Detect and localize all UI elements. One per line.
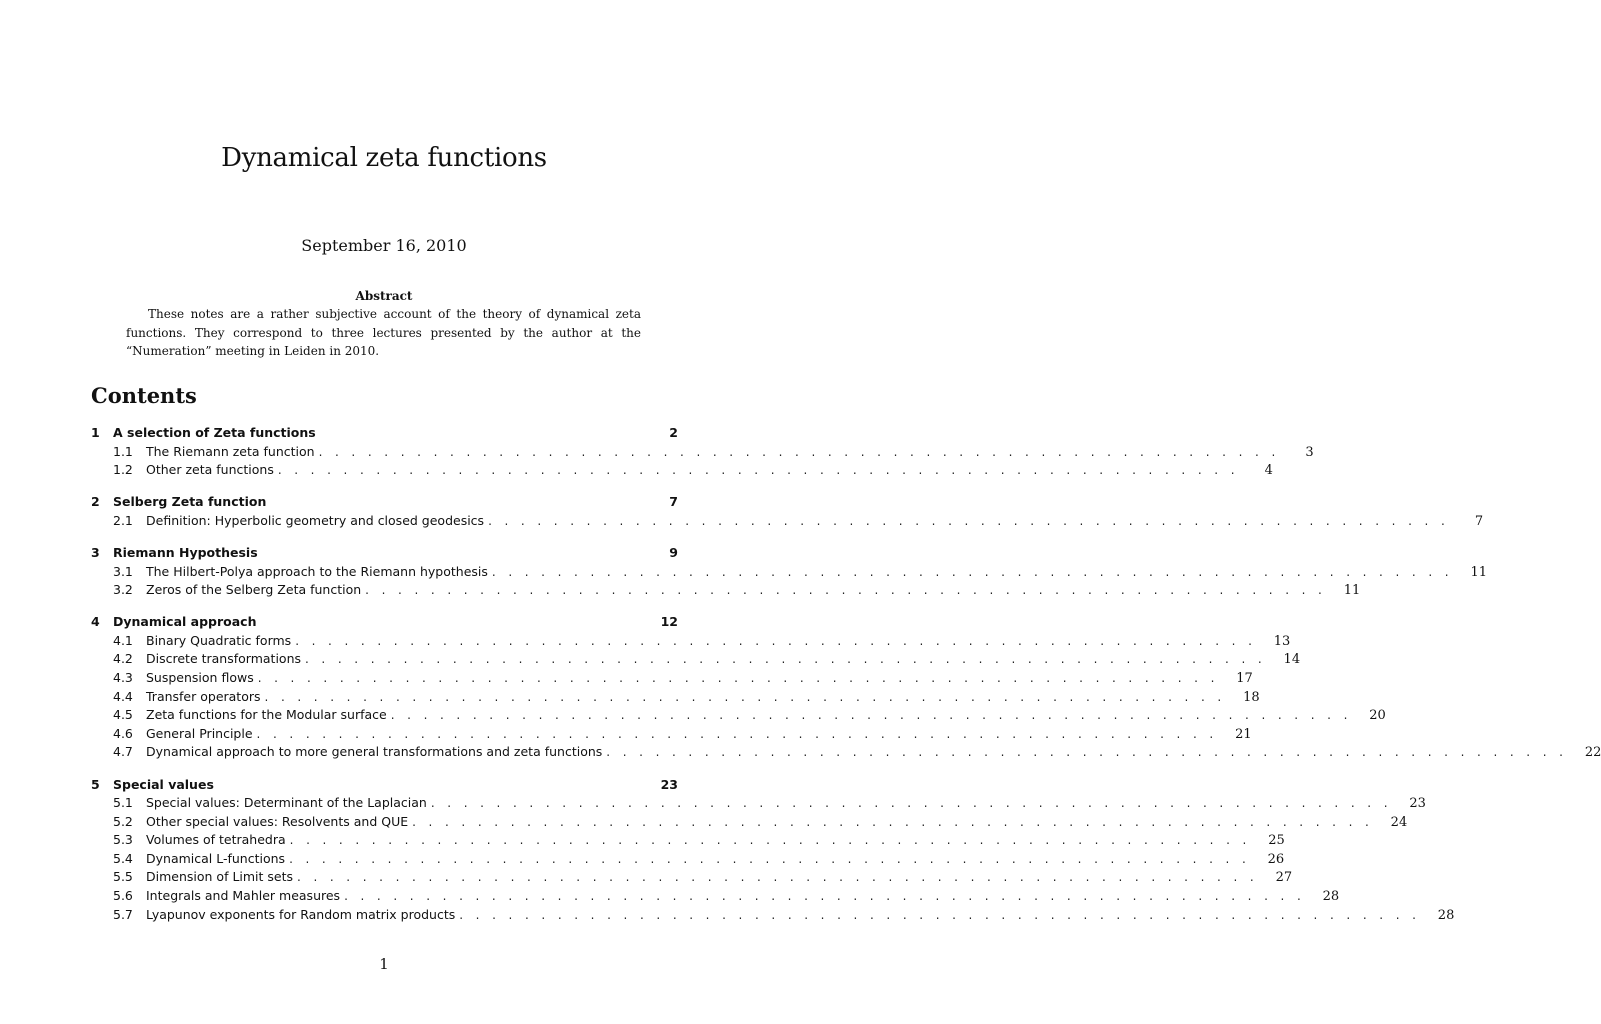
toc-subsection[interactable] [91, 744, 1601, 763]
toc-leader-dots: . . . . . . . . . . . . . . . . . . . . . . . . . . . . . . . . . . . . . . . . . . . . . . . . . . . . . . . . . . . [606, 745, 1568, 760]
toc-leader-dots: . . . . . . . . . . . . . . . . . . . . . . . . . . . . . . . . . . . . . . . . . . . . . . . . . . . . . . . . . . . [305, 652, 1267, 667]
toc-subsection-title: Integrals and Mahler measures [146, 888, 341, 904]
toc-leader-dots: . . . . . . . . . . . . . . . . . . . . . . . . . . . . . . . . . . . . . . . . . . . . . . . . . . . . . . . . . . . [318, 444, 1280, 459]
document-title: Dynamical zeta functions [221, 143, 547, 173]
toc-subsection-title: Dynamical L-functions [146, 850, 286, 866]
toc-subsection-page: 17 [1236, 671, 1253, 687]
toc-section-number: 1 [91, 425, 100, 440]
toc-leader-dots: . . . . . . . . . . . . . . . . . . . . . . . . . . . . . . . . . . . . . . . . . . . . . . . . . . . . . . . . . . . [264, 689, 1226, 704]
toc-subsection-title: Lyapunov exponents for Random matrix products [146, 906, 456, 922]
toc-subsection-page: 11 [1343, 583, 1361, 599]
toc-section[interactable] [91, 614, 678, 633]
toc-subsection[interactable] [91, 832, 1285, 851]
toc-leader-dots: . . . . . . . . . . . . . . . . . . . . . . . . . . . . . . . . . . . . . . . . . . . . . . . . . . . . . . . . . . . [430, 796, 1392, 811]
toc-leader-dots: . . . . . . . . . . . . . . . . . . . . . . . . . . . . . . . . . . . . . . . . . . . . . . . . . . . . . . . . . . . [256, 726, 1218, 741]
toc-subsection-page: 22 [1584, 745, 1601, 761]
toc-section-page: 2 [669, 425, 678, 440]
toc-subsection-page: 3 [1305, 444, 1314, 460]
toc-section[interactable] [91, 425, 678, 444]
toc-section[interactable] [91, 777, 678, 796]
toc-subsection-title: Dimension of Limit sets [146, 869, 294, 885]
toc-subsection-number: 1.1 [113, 443, 133, 459]
toc-section-title: Special values [113, 776, 214, 792]
toc-subsection[interactable] [91, 688, 1260, 708]
toc-subsection-page: 7 [1474, 513, 1484, 529]
toc-subsection[interactable] [91, 795, 1426, 814]
toc-subsection[interactable] [91, 707, 1386, 726]
toc-leader-dots: . . . . . . . . . . . . . . . . . . . . . . . . . . . . . . . . . . . . . . . . . . . . . . . . . . . . . . . . . . . [390, 708, 1352, 723]
toc-subsection[interactable] [91, 462, 1273, 481]
toc-subsection-title: The Riemann zeta function [146, 443, 315, 459]
toc-subsection-page: 27 [1275, 870, 1293, 886]
toc-subsection-number: 5.5 [113, 869, 133, 885]
toc-leader-dots: . . . . . . . . . . . . . . . . . . . . . . . . . . . . . . . . . . . . . . . . . . . . . . . . . . . . . . . . . . . [295, 633, 1257, 648]
toc-section-page: 23 [660, 776, 678, 792]
toc-subsection-page: 18 [1243, 689, 1260, 705]
toc-subsection-number: 4.1 [113, 632, 133, 648]
toc-section-page: 7 [669, 494, 678, 510]
toc-subsection-page: 21 [1235, 726, 1252, 742]
toc-subsection-title: General Principle [146, 725, 253, 741]
toc-subsection-title: Other zeta functions [146, 462, 274, 478]
toc-subsection-number: 5.2 [113, 813, 133, 829]
toc-subsection-page: 28 [1437, 907, 1455, 923]
toc-subsection-title: Dynamical approach to more general transformations and zeta functions [146, 744, 603, 760]
toc-subsection-title: Suspension flows [146, 670, 254, 686]
toc-subsection-title: Special values: Determinant of the Laplacian [146, 795, 427, 811]
toc-subsection-page: 14 [1283, 652, 1301, 668]
toc-section-number: 5 [91, 776, 100, 792]
toc-subsection[interactable] [91, 906, 1455, 926]
toc-leader-dots: . . . . . . . . . . . . . . . . . . . . . . . . . . . . . . . . . . . . . . . . . . . . . . . . . . . . . . . . . . . [459, 907, 1421, 922]
toc-subsection-number: 5.1 [113, 795, 133, 811]
toc-section-number: 3 [91, 544, 100, 560]
toc-subsection-title: Transfer operators [146, 688, 261, 704]
toc-leader-dots: . . . . . . . . . . . . . . . . . . . . . . . . . . . . . . . . . . . . . . . . . . . . . . . . . . . . . . . . . . . [344, 889, 1306, 904]
toc-subsection-title: Definition: Hyperbolic geometry and closed geodesics [146, 512, 485, 528]
toc-subsection-number: 4.2 [113, 651, 133, 667]
toc-subsection-number: 4.5 [113, 707, 133, 723]
page-number: 1 [379, 955, 389, 973]
toc-subsection[interactable] [91, 651, 1301, 670]
toc-section[interactable] [91, 545, 678, 564]
toc-section-page: 9 [669, 544, 678, 560]
toc-subsection[interactable] [91, 869, 1293, 888]
toc-subsection[interactable] [91, 670, 1253, 689]
toc-section-title: Dynamical approach [113, 614, 257, 630]
toc-section-title: A selection of Zeta functions [113, 425, 316, 440]
toc-subsection-number: 5.7 [113, 906, 133, 922]
toc-subsection-title: Discrete transformations [146, 651, 301, 667]
toc-leader-dots: . . . . . . . . . . . . . . . . . . . . . . . . . . . . . . . . . . . . . . . . . . . . . . . . . . . . . . . . . . . [491, 564, 1453, 579]
toc-subsection-number: 4.3 [113, 670, 133, 686]
toc-subsection[interactable] [91, 850, 1285, 870]
toc-leader-dots: . . . . . . . . . . . . . . . . . . . . . . . . . . . . . . . . . . . . . . . . . . . . . . . . . . . . . . . . . . . [289, 833, 1251, 848]
toc-subsection-title: Zeta functions for the Modular surface [146, 707, 387, 723]
document-date: September 16, 2010 [301, 236, 467, 255]
toc-subsection[interactable] [91, 443, 1314, 463]
toc-subsection-number: 3.1 [113, 563, 133, 579]
toc-subsection[interactable] [91, 582, 1361, 601]
toc-subsection-page: 26 [1267, 851, 1285, 867]
toc-subsection[interactable] [91, 888, 1340, 907]
toc-subsection-page: 4 [1264, 463, 1273, 479]
toc-section-number: 2 [91, 494, 100, 510]
toc-leader-dots: . . . . . . . . . . . . . . . . . . . . . . . . . . . . . . . . . . . . . . . . . . . . . . . . . . . . . . . . . . . [488, 513, 1450, 528]
toc-subsection-number: 4.7 [113, 744, 133, 760]
table-of-contents [91, 425, 1601, 925]
toc-leader-dots: . . . . . . . . . . . . . . . . . . . . . . . . . . . . . . . . . . . . . . . . . . . . . . . . . . . . . . . . . . . [277, 463, 1239, 478]
toc-subsection-number: 5.6 [113, 888, 133, 904]
toc-section-number: 4 [91, 614, 100, 630]
toc-subsection-title: Zeros of the Selberg Zeta function [146, 582, 362, 598]
toc-subsection-page: 23 [1409, 796, 1426, 812]
toc-leader-dots: . . . . . . . . . . . . . . . . . . . . . . . . . . . . . . . . . . . . . . . . . . . . . . . . . . . . . . . . . . . [365, 583, 1327, 598]
toc-subsection-number: 1.2 [113, 462, 133, 478]
toc-subsection-page: 24 [1390, 814, 1408, 830]
toc-subsection-page: 20 [1369, 708, 1386, 724]
toc-leader-dots: . . . . . . . . . . . . . . . . . . . . . . . . . . . . . . . . . . . . . . . . . . . . . . . . . . . . . . . . . . . [289, 851, 1251, 866]
toc-subsection-page: 25 [1268, 833, 1285, 849]
toc-subsection[interactable] [91, 512, 1484, 532]
toc-subsection-title: Binary Quadratic forms [146, 632, 292, 648]
toc-section-gap [91, 763, 678, 777]
toc-subsection-title: The Hilbert-Polya approach to the Riemann hypothesis [146, 563, 488, 579]
toc-subsection[interactable] [91, 563, 1487, 583]
toc-subsection-number: 5.3 [113, 832, 133, 848]
toc-section-gap [91, 481, 678, 495]
toc-section-gap [91, 601, 678, 615]
contents-heading: Contents [91, 383, 197, 408]
toc-subsection-number: 3.2 [113, 582, 133, 598]
toc-subsection-page: 13 [1273, 633, 1291, 649]
toc-subsection-title: Other special values: Resolvents and QUE [146, 813, 409, 829]
toc-section-gap [91, 531, 678, 545]
toc-subsection-number: 5.4 [113, 850, 133, 866]
toc-subsection-title: Volumes of tetrahedra [146, 832, 286, 848]
toc-leader-dots: . . . . . . . . . . . . . . . . . . . . . . . . . . . . . . . . . . . . . . . . . . . . . . . . . . . . . . . . . . . [297, 870, 1259, 885]
toc-section-page: 12 [660, 614, 678, 630]
abstract-text: These notes are a rather subjective account of the theory of dynamical zeta functions. They correspond to three lectures presented by the author at the “Numeration” meeting in Leiden in 2010. [126, 307, 641, 359]
toc-subsection-number: 2.1 [113, 512, 133, 528]
toc-subsection[interactable] [91, 725, 1252, 745]
toc-subsection-number: 4.6 [113, 725, 133, 741]
toc-leader-dots: . . . . . . . . . . . . . . . . . . . . . . . . . . . . . . . . . . . . . . . . . . . . . . . . . . . . . . . . . . . [412, 814, 1374, 829]
toc-section-title: Selberg Zeta function [113, 494, 267, 510]
toc-leader-dots: . . . . . . . . . . . . . . . . . . . . . . . . . . . . . . . . . . . . . . . . . . . . . . . . . . . . . . . . . . . [257, 671, 1219, 686]
toc-subsection-page: 28 [1322, 889, 1340, 905]
toc-section-title: Riemann Hypothesis [113, 544, 258, 560]
abstract-heading: Abstract [355, 289, 413, 303]
toc-subsection-number: 4.4 [113, 688, 133, 704]
toc-subsection[interactable] [91, 632, 1291, 652]
toc-section[interactable] [91, 494, 678, 513]
toc-subsection-page: 11 [1470, 564, 1487, 580]
toc-subsection[interactable] [91, 813, 1408, 833]
